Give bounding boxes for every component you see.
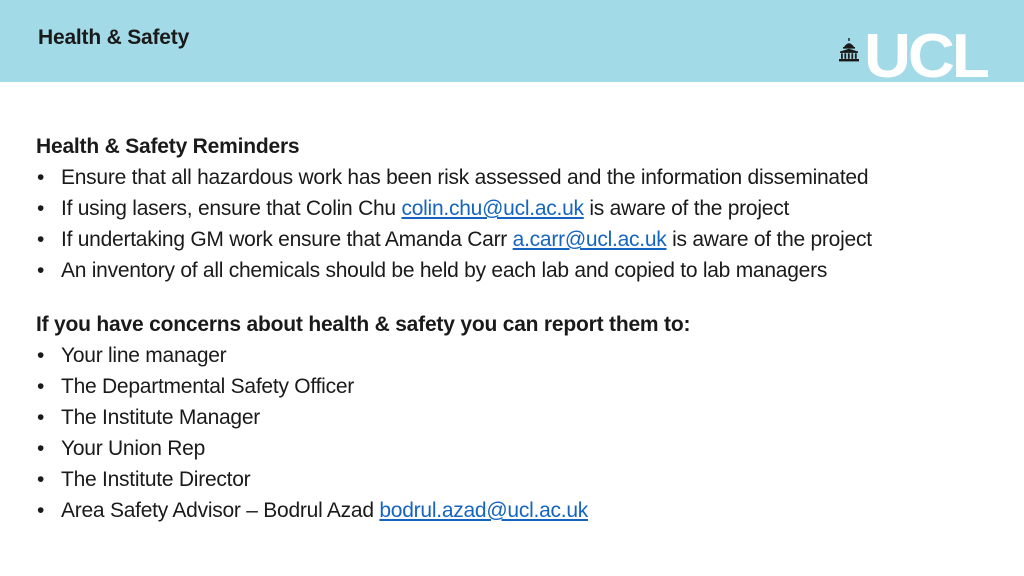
bullet-icon: •: [37, 406, 45, 429]
item-text: is aware of the project: [666, 228, 872, 251]
ucl-wordmark: UCL: [864, 32, 989, 82]
bullet-icon: •: [37, 468, 45, 491]
header-band: [0, 0, 1024, 82]
email-link-amanda-carr[interactable]: a.carr@ucl.ac.uk: [512, 228, 667, 251]
item-text: If using lasers, ensure that Colin Chu: [61, 197, 402, 220]
bullet-icon: •: [37, 499, 45, 522]
item-text: is aware of the project: [583, 197, 790, 220]
item-text: Ensure that all hazardous work has been risk assessed and the information disseminated: [61, 166, 869, 189]
portico-icon: [838, 38, 860, 62]
concerns-heading: If you have concerns about health & safety you can report them to:: [36, 313, 691, 336]
slide-content: [36, 132, 1016, 526]
list-item: [36, 495, 1016, 526]
bullet-icon: •: [37, 166, 45, 189]
bullet-icon: •: [37, 197, 45, 220]
bullet-icon: •: [37, 259, 45, 282]
item-text: Your Union Rep: [61, 437, 205, 460]
list-item: [36, 193, 1016, 224]
item-text: An inventory of all chemicals should be held by each lab and copied to lab managers: [61, 259, 828, 282]
bullet-icon: •: [37, 228, 45, 251]
email-link-colin-chu[interactable]: colin.chu@ucl.ac.uk: [401, 197, 584, 220]
list-item: [36, 433, 1016, 464]
list-item: [36, 162, 1016, 193]
list-item: [36, 464, 1016, 495]
item-text: If undertaking GM work ensure that Amanda Carr: [61, 228, 513, 251]
item-text: Area Safety Advisor – Bodrul Azad: [61, 499, 380, 522]
bullet-icon: •: [37, 375, 45, 398]
list-item: [36, 402, 1016, 433]
email-link-bodrul-azad[interactable]: bodrul.azad@ucl.ac.uk: [379, 499, 589, 522]
list-item: [36, 371, 1016, 402]
list-item: [36, 255, 1016, 286]
reminders-list: [36, 162, 1016, 286]
list-item: [36, 224, 1016, 255]
ucl-logo: [838, 32, 989, 82]
bullet-icon: •: [37, 344, 45, 367]
reminders-heading: Health & Safety Reminders: [36, 135, 300, 158]
list-item: [36, 340, 1016, 371]
concerns-list: [36, 340, 1016, 526]
item-text: Your line manager: [61, 344, 227, 367]
page-title: Health & Safety: [38, 26, 190, 49]
item-text: The Institute Manager: [61, 406, 261, 429]
section-spacer: [36, 286, 1016, 310]
item-text: The Departmental Safety Officer: [61, 375, 354, 398]
bullet-icon: •: [37, 437, 45, 460]
item-text: The Institute Director: [61, 468, 251, 491]
